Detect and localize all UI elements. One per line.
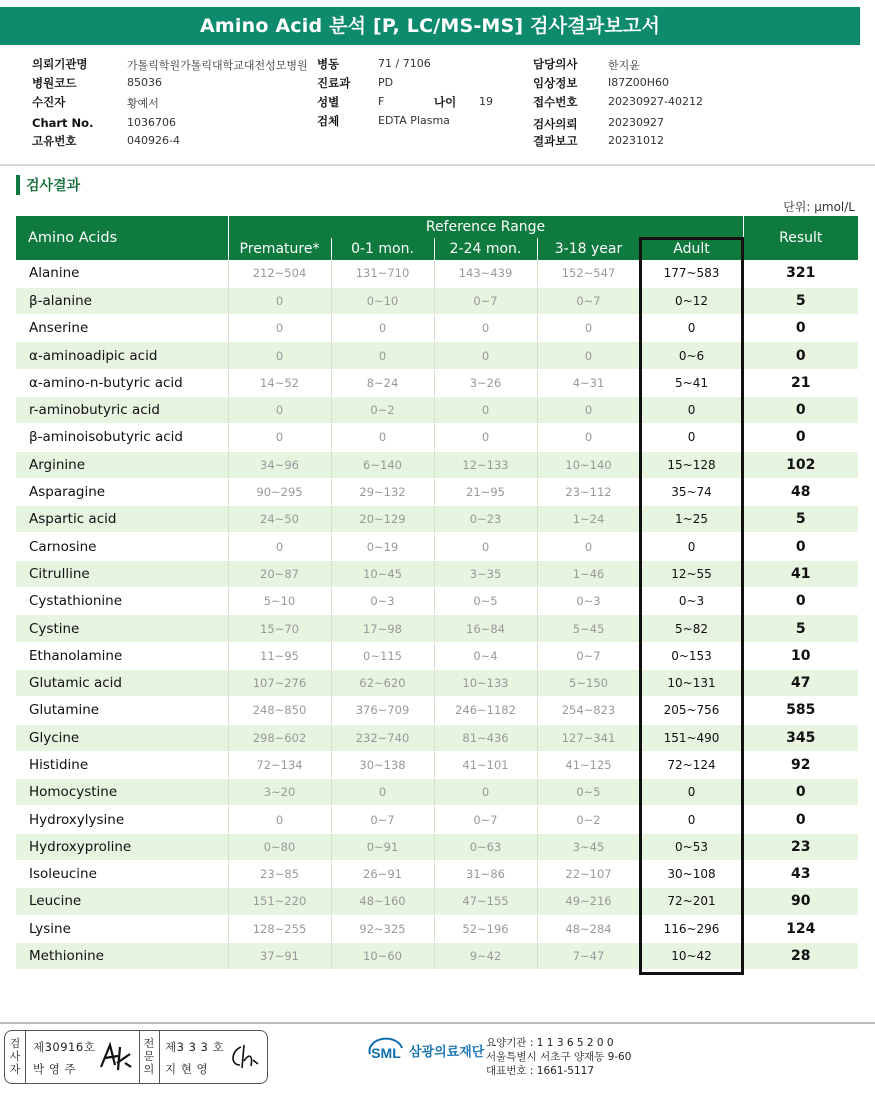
amino-acid-name: Citrulline [16, 560, 228, 587]
ref-adult: 72~201 [640, 888, 743, 915]
ref-m2_24: 0~23 [434, 506, 537, 533]
result-value: 90 [743, 888, 858, 915]
ref-m0_1: 0~3 [331, 588, 434, 615]
ref-premature: 5~10 [228, 588, 331, 615]
amino-acid-name: Ethanolamine [16, 642, 228, 669]
amino-acid-name: Leucine [16, 888, 228, 915]
ref-m2_24: 16~84 [434, 615, 537, 642]
ref-m2_24: 3~26 [434, 369, 537, 396]
ref-adult: 5~82 [640, 615, 743, 642]
ref-y3_18: 0 [537, 396, 640, 423]
ref-y3_18: 0 [537, 533, 640, 560]
result-value: 0 [743, 424, 858, 451]
ref-adult: 0 [640, 396, 743, 423]
amino-acid-name: α-amino-n-butyric acid [16, 369, 228, 396]
ref-m2_24: 52~196 [434, 915, 537, 942]
ref-m0_1: 26~91 [331, 861, 434, 888]
ref-adult: 0 [640, 315, 743, 342]
ref-m0_1: 10~45 [331, 560, 434, 587]
sign2-license: 제3 3 3 호 [165, 1040, 225, 1054]
amino-acid-name: Glutamine [16, 697, 228, 724]
footer [0, 1020, 875, 1094]
request-date: 20230927 [608, 116, 664, 129]
header-premature: Premature* [228, 238, 331, 260]
ref-m2_24: 21~95 [434, 478, 537, 505]
ref-premature: 0 [228, 396, 331, 423]
result-value: 48 [743, 478, 858, 505]
result-value: 0 [743, 315, 858, 342]
sign2-name: 지 현 영 [165, 1062, 209, 1076]
org-info [486, 1036, 631, 1078]
ref-y3_18: 127~341 [537, 724, 640, 751]
ref-m2_24: 47~155 [434, 888, 537, 915]
signature-box [4, 1030, 268, 1084]
result-value: 102 [743, 451, 858, 478]
ref-m0_1: 62~620 [331, 669, 434, 696]
ref-m2_24: 9~42 [434, 942, 537, 969]
header-result: Result [743, 216, 858, 260]
amino-acid-name: Glutamic acid [16, 669, 228, 696]
ref-premature: 212~504 [228, 260, 331, 287]
ref-y3_18: 0~5 [537, 779, 640, 806]
amino-acid-name: Hydroxylysine [16, 806, 228, 833]
ref-m2_24: 246~1182 [434, 697, 537, 724]
specimen-label: 검체 [317, 114, 340, 128]
ref-y3_18: 23~112 [537, 478, 640, 505]
ref-adult: 0 [640, 806, 743, 833]
clinical-info: I87Z00H60 [608, 76, 670, 89]
result-value: 124 [743, 915, 858, 942]
ref-m0_1: 0 [331, 315, 434, 342]
ref-m0_1: 29~132 [331, 478, 434, 505]
ref-m2_24: 143~439 [434, 260, 537, 287]
ref-y3_18: 1~24 [537, 506, 640, 533]
result-value: 5 [743, 287, 858, 314]
result-value: 43 [743, 861, 858, 888]
report-title: Amino Acid 분석 [P, LC/MS-MS] 검사결과보고서 [0, 7, 860, 45]
section-marker [16, 175, 20, 195]
ref-m2_24: 0~7 [434, 287, 537, 314]
age: 19 [479, 95, 493, 108]
ref-premature: 298~602 [228, 724, 331, 751]
ref-m0_1: 17~98 [331, 615, 434, 642]
ref-m0_1: 10~60 [331, 942, 434, 969]
amino-acid-name: Histidine [16, 751, 228, 778]
ref-premature: 34~96 [228, 451, 331, 478]
ref-m0_1: 0 [331, 342, 434, 369]
ref-m0_1: 0 [331, 424, 434, 451]
doctor: 한지윤 [608, 59, 640, 72]
sign1-license: 제30916호 [33, 1040, 96, 1054]
ref-y3_18: 5~150 [537, 669, 640, 696]
org-code: 요양기관 : 1 1 3 6 5 2 0 0 [486, 1037, 614, 1049]
ref-y3_18: 22~107 [537, 861, 640, 888]
ref-y3_18: 5~45 [537, 615, 640, 642]
result-value: 0 [743, 533, 858, 560]
org-address: 서울특별시 서초구 양재동 9-60 [486, 1051, 632, 1063]
ref-premature: 24~50 [228, 506, 331, 533]
ref-y3_18: 0 [537, 424, 640, 451]
report-date: 20231012 [608, 134, 664, 147]
ref-premature: 0~80 [228, 833, 331, 860]
ref-premature: 15~70 [228, 615, 331, 642]
ref-adult: 10~131 [640, 669, 743, 696]
patient-name: 황예서 [127, 97, 159, 110]
sign2-divider-left [139, 1031, 140, 1083]
ref-premature: 72~134 [228, 751, 331, 778]
patient-label: 수진자 [32, 95, 66, 109]
amino-acid-name: Arginine [16, 451, 228, 478]
amino-acid-name: Glycine [16, 724, 228, 751]
header-adult: Adult [640, 238, 743, 260]
ref-adult: 0~153 [640, 642, 743, 669]
org-phone: 대표번호 : 1661-5117 [486, 1065, 595, 1077]
requesting-org-label: 의뢰기관명 [32, 57, 88, 71]
hospital-code-label: 병원코드 [32, 76, 77, 90]
ref-premature: 90~295 [228, 478, 331, 505]
sex-label: 성별 [317, 95, 340, 109]
result-value: 345 [743, 724, 858, 751]
ref-premature: 0 [228, 342, 331, 369]
ref-m2_24: 0~7 [434, 806, 537, 833]
result-value: 0 [743, 342, 858, 369]
ref-m2_24: 0 [434, 779, 537, 806]
ref-premature: 151~220 [228, 888, 331, 915]
ref-adult: 0 [640, 424, 743, 451]
ref-m2_24: 0~5 [434, 588, 537, 615]
ref-premature: 0 [228, 287, 331, 314]
ref-premature: 0 [228, 806, 331, 833]
ref-premature: 14~52 [228, 369, 331, 396]
result-value: 10 [743, 642, 858, 669]
ref-m0_1: 8~24 [331, 369, 434, 396]
ref-m0_1: 0~2 [331, 396, 434, 423]
result-value: 41 [743, 560, 858, 587]
ref-m0_1: 0~7 [331, 806, 434, 833]
ref-adult: 177~583 [640, 260, 743, 287]
sign1-divider [25, 1031, 26, 1083]
header-divider [0, 164, 875, 166]
ref-adult: 0 [640, 533, 743, 560]
ref-y3_18: 0~2 [537, 806, 640, 833]
ref-m2_24: 41~101 [434, 751, 537, 778]
section-title-text: 검사결과 [26, 178, 81, 194]
adult-column-highlight [639, 237, 744, 975]
ref-adult: 205~756 [640, 697, 743, 724]
ref-y3_18: 1~46 [537, 560, 640, 587]
result-value: 0 [743, 806, 858, 833]
ref-premature: 23~85 [228, 861, 331, 888]
amino-acid-name: Hydroxyproline [16, 833, 228, 860]
sml-logo-icon [366, 1032, 406, 1068]
age-label: 나이 [434, 95, 457, 109]
footer-divider [0, 1022, 875, 1024]
amino-acid-name: Alanine [16, 260, 228, 287]
amino-acid-name: Cystine [16, 615, 228, 642]
ref-m0_1: 0~19 [331, 533, 434, 560]
sign2-divider [159, 1031, 160, 1083]
ref-adult: 1~25 [640, 506, 743, 533]
request-date-label: 검사의뢰 [533, 117, 578, 131]
ref-m0_1: 6~140 [331, 451, 434, 478]
department-label: 진료과 [317, 76, 351, 90]
result-value: 47 [743, 669, 858, 696]
ref-m2_24: 0 [434, 342, 537, 369]
ref-y3_18: 48~284 [537, 915, 640, 942]
receipt-no: 20230927-40212 [608, 95, 703, 108]
amino-acid-name: Isoleucine [16, 861, 228, 888]
header-amino-acids: Amino Acids [16, 216, 228, 260]
signature-1-icon [97, 1041, 135, 1075]
ref-m0_1: 20~129 [331, 506, 434, 533]
amino-acid-name: β-alanine [16, 287, 228, 314]
ref-adult: 5~41 [640, 369, 743, 396]
result-value: 5 [743, 615, 858, 642]
amino-acid-name: β-aminoisobutyric acid [16, 424, 228, 451]
sign1-label: 검사자 [9, 1037, 21, 1076]
result-value: 21 [743, 369, 858, 396]
amino-acid-name: α-aminoadipic acid [16, 342, 228, 369]
result-value: 23 [743, 833, 858, 860]
amino-acid-name: r-aminobutyric acid [16, 396, 228, 423]
sex: F [378, 95, 385, 108]
ref-m2_24: 0 [434, 424, 537, 451]
ref-premature: 0 [228, 315, 331, 342]
ref-m0_1: 232~740 [331, 724, 434, 751]
ref-premature: 128~255 [228, 915, 331, 942]
result-value: 5 [743, 506, 858, 533]
result-value: 0 [743, 588, 858, 615]
ref-adult: 35~74 [640, 478, 743, 505]
amino-acid-name: Homocystine [16, 779, 228, 806]
ref-m0_1: 0~115 [331, 642, 434, 669]
ref-m0_1: 30~138 [331, 751, 434, 778]
ref-y3_18: 152~547 [537, 260, 640, 287]
chart-no: 1036706 [127, 116, 176, 129]
ref-m0_1: 48~160 [331, 888, 434, 915]
doctor-label: 담당의사 [533, 57, 578, 71]
ref-m0_1: 0~10 [331, 287, 434, 314]
department: PD [378, 76, 394, 89]
ref-premature: 20~87 [228, 560, 331, 587]
ref-premature: 3~20 [228, 779, 331, 806]
ref-m2_24: 0 [434, 396, 537, 423]
amino-acid-name: Asparagine [16, 478, 228, 505]
ref-y3_18: 41~125 [537, 751, 640, 778]
amino-acid-name: Aspartic acid [16, 506, 228, 533]
clinical-info-label: 임상정보 [533, 76, 578, 90]
amino-acid-name: Carnosine [16, 533, 228, 560]
ref-y3_18: 10~140 [537, 451, 640, 478]
ref-adult: 72~124 [640, 751, 743, 778]
ref-m0_1: 131~710 [331, 260, 434, 287]
unique-no: 040926-4 [127, 134, 180, 147]
hospital-code: 85036 [127, 76, 162, 89]
specimen: EDTA Plasma [378, 114, 450, 127]
ref-adult: 151~490 [640, 724, 743, 751]
receipt-no-label: 접수번호 [533, 95, 578, 109]
result-value: 92 [743, 751, 858, 778]
ref-m0_1: 0 [331, 779, 434, 806]
ref-y3_18: 0 [537, 315, 640, 342]
ref-y3_18: 49~216 [537, 888, 640, 915]
ref-adult: 0~53 [640, 833, 743, 860]
sign2-label: 전문의 [143, 1037, 155, 1076]
ref-m0_1: 0~91 [331, 833, 434, 860]
ref-m2_24: 31~86 [434, 861, 537, 888]
sml-mark-text: SML [371, 1045, 401, 1061]
result-value: 585 [743, 697, 858, 724]
chart-no-label: Chart No. [32, 116, 94, 130]
ref-y3_18: 0~7 [537, 642, 640, 669]
ref-premature: 11~95 [228, 642, 331, 669]
result-value: 28 [743, 942, 858, 969]
result-value: 0 [743, 396, 858, 423]
ref-m0_1: 376~709 [331, 697, 434, 724]
ward: 71 / 7106 [378, 57, 431, 70]
section-title [16, 174, 80, 196]
ref-m2_24: 0~4 [434, 642, 537, 669]
sml-logo [366, 1032, 484, 1068]
ref-m2_24: 0~63 [434, 833, 537, 860]
unit-label: 단위: μmol/L [783, 200, 855, 214]
sign1-name: 박 영 주 [33, 1062, 77, 1076]
brand-name: 삼광의료재단 [409, 1044, 485, 1060]
header-0-1-mon: 0-1 mon. [331, 238, 434, 260]
ref-y3_18: 3~45 [537, 833, 640, 860]
header-2-24-mon: 2-24 mon. [434, 238, 537, 260]
ref-adult: 12~55 [640, 560, 743, 587]
amino-acid-name: Lysine [16, 915, 228, 942]
result-value: 0 [743, 779, 858, 806]
ref-adult: 0 [640, 779, 743, 806]
ref-adult: 116~296 [640, 915, 743, 942]
header-3-18-year: 3-18 year [537, 238, 640, 260]
amino-acid-name: Cystathionine [16, 588, 228, 615]
header-reference-range: Reference Range [228, 216, 743, 238]
ref-premature: 107~276 [228, 669, 331, 696]
ref-adult: 0~3 [640, 588, 743, 615]
patient-info [0, 54, 875, 154]
ref-premature: 0 [228, 424, 331, 451]
ref-y3_18: 0 [537, 342, 640, 369]
ref-y3_18: 0~7 [537, 287, 640, 314]
requesting-org: 가톨릭학원가톨릭대학교대전성모병원 [127, 59, 308, 72]
ref-premature: 0 [228, 533, 331, 560]
ref-m2_24: 0 [434, 533, 537, 560]
ref-m0_1: 92~325 [331, 915, 434, 942]
amino-acid-name: Methionine [16, 942, 228, 969]
ref-y3_18: 7~47 [537, 942, 640, 969]
report-date-label: 결과보고 [533, 134, 578, 148]
ref-adult: 0~6 [640, 342, 743, 369]
ref-adult: 10~42 [640, 942, 743, 969]
signature-2-icon [227, 1041, 263, 1075]
ref-adult: 15~128 [640, 451, 743, 478]
ref-m2_24: 12~133 [434, 451, 537, 478]
ref-y3_18: 4~31 [537, 369, 640, 396]
ref-m2_24: 3~35 [434, 560, 537, 587]
ref-m2_24: 0 [434, 315, 537, 342]
ref-premature: 248~850 [228, 697, 331, 724]
ref-premature: 37~91 [228, 942, 331, 969]
ward-label: 병동 [317, 57, 340, 71]
ref-y3_18: 254~823 [537, 697, 640, 724]
ref-adult: 0~12 [640, 287, 743, 314]
ref-y3_18: 0~3 [537, 588, 640, 615]
result-value: 321 [743, 260, 858, 287]
unique-no-label: 고유번호 [32, 134, 77, 148]
amino-acid-name: Anserine [16, 315, 228, 342]
ref-m2_24: 81~436 [434, 724, 537, 751]
ref-adult: 30~108 [640, 861, 743, 888]
ref-m2_24: 10~133 [434, 669, 537, 696]
